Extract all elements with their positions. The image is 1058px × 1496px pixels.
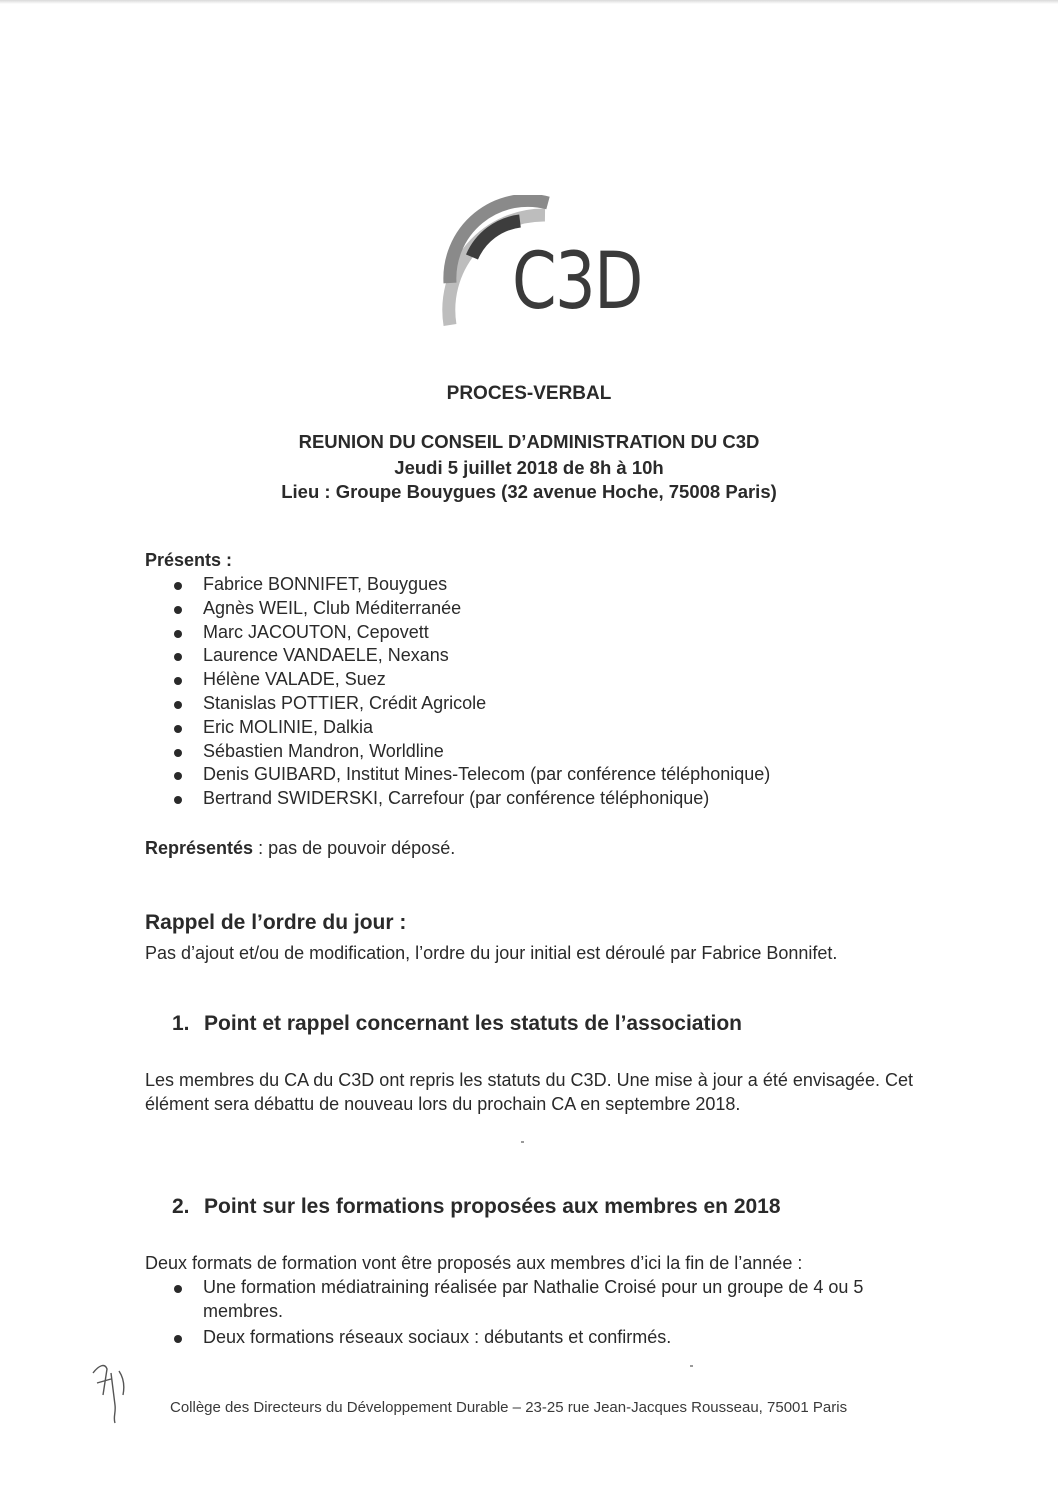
- section-1-title: [172, 1012, 742, 1036]
- bullet-icon: [174, 677, 182, 685]
- scan-edge: [0, 0, 1058, 4]
- logo-text: C3D: [512, 237, 642, 327]
- bullet-icon: [174, 701, 182, 709]
- list-item: Marc JACOUTON, Cepovett: [145, 621, 770, 645]
- handwritten-initials-icon: [85, 1355, 135, 1425]
- represented-line: [145, 836, 913, 860]
- list-item: Sébastien Mandron, Worldline: [145, 740, 770, 764]
- bullet-icon: [174, 582, 182, 590]
- bullet-icon: [174, 725, 182, 733]
- list-item: Une formation médiatraining réalisée par Nathalie Croisé pour un groupe de 4 ou 5 membres.: [145, 1276, 913, 1324]
- present-label: Présents :: [145, 550, 233, 570]
- list-item: Laurence VANDAELE, Nexans: [145, 644, 770, 668]
- section-number: 1.: [172, 1012, 190, 1035]
- footer-address: Collège des Directeurs du Développement Durable – 23-25 rue Jean-Jacques Rousseau, 75001 Paris: [170, 1399, 848, 1416]
- present-list: [145, 573, 770, 811]
- c3d-logo: [420, 195, 640, 365]
- meeting-date: Jeudi 5 juillet 2018 de 8h à 10h: [394, 457, 664, 478]
- bullet-icon: [174, 630, 182, 638]
- document-type: PROCES-VERBAL: [446, 383, 612, 404]
- represented-label: Représentés: [145, 838, 254, 858]
- list-item: Deux formations réseaux sociaux : débutants et confirmés.: [145, 1326, 913, 1350]
- list-item: Hélène VALADE, Suez: [145, 668, 770, 692]
- list-item: Agnès WEIL, Club Méditerranée: [145, 597, 770, 621]
- list-item: Fabrice BONNIFET, Bouygues: [145, 573, 770, 597]
- training-list: [145, 1276, 913, 1351]
- bullet-icon: [174, 606, 182, 614]
- bullet-icon: [174, 1335, 182, 1343]
- scan-speck: [690, 1365, 693, 1367]
- section-2-title: [172, 1195, 781, 1219]
- bullet-icon: [174, 749, 182, 757]
- list-item: Denis GUIBARD, Institut Mines-Telecom (par conférence téléphonique): [145, 763, 770, 787]
- meeting-place: Lieu : Groupe Bouygues (32 avenue Hoche, 75008 Paris): [281, 481, 777, 502]
- list-item: Stanislas POTTIER, Crédit Agricole: [145, 692, 770, 716]
- bullet-icon: [174, 1285, 182, 1293]
- agenda-title: Rappel de l’ordre du jour :: [145, 911, 407, 934]
- bullet-icon: [174, 653, 182, 661]
- section-1-text: Les membres du CA du C3D ont repris les statuts du C3D. Une mise à jour a été envisagée. Cet élément sera débattu de nouveau lors du prochain CA en septembre 2018.: [145, 1070, 913, 1114]
- section-number: 2.: [172, 1195, 190, 1218]
- section-2-text: Deux formats de formation vont être proposés aux membres d’ici la fin de l’année :: [145, 1253, 803, 1273]
- section-heading: Point et rappel concernant les statuts de l’association: [204, 1012, 742, 1035]
- list-item: Bertrand SWIDERSKI, Carrefour (par conférence téléphonique): [145, 787, 770, 811]
- bullet-icon: [174, 796, 182, 804]
- agenda-text: Pas d’ajout et/ou de modification, l’ordre du jour initial est déroulé par Fabrice Bonnifet.: [145, 943, 838, 963]
- meeting-title: REUNION DU CONSEIL D’ADMINISTRATION DU C3D: [298, 431, 760, 452]
- bullet-icon: [174, 772, 182, 780]
- scan-speck: [521, 1141, 524, 1143]
- list-item: Eric MOLINIE, Dalkia: [145, 716, 770, 740]
- section-heading: Point sur les formations proposées aux membres en 2018: [204, 1195, 781, 1218]
- represented-text: : pas de pouvoir déposé.: [253, 838, 456, 858]
